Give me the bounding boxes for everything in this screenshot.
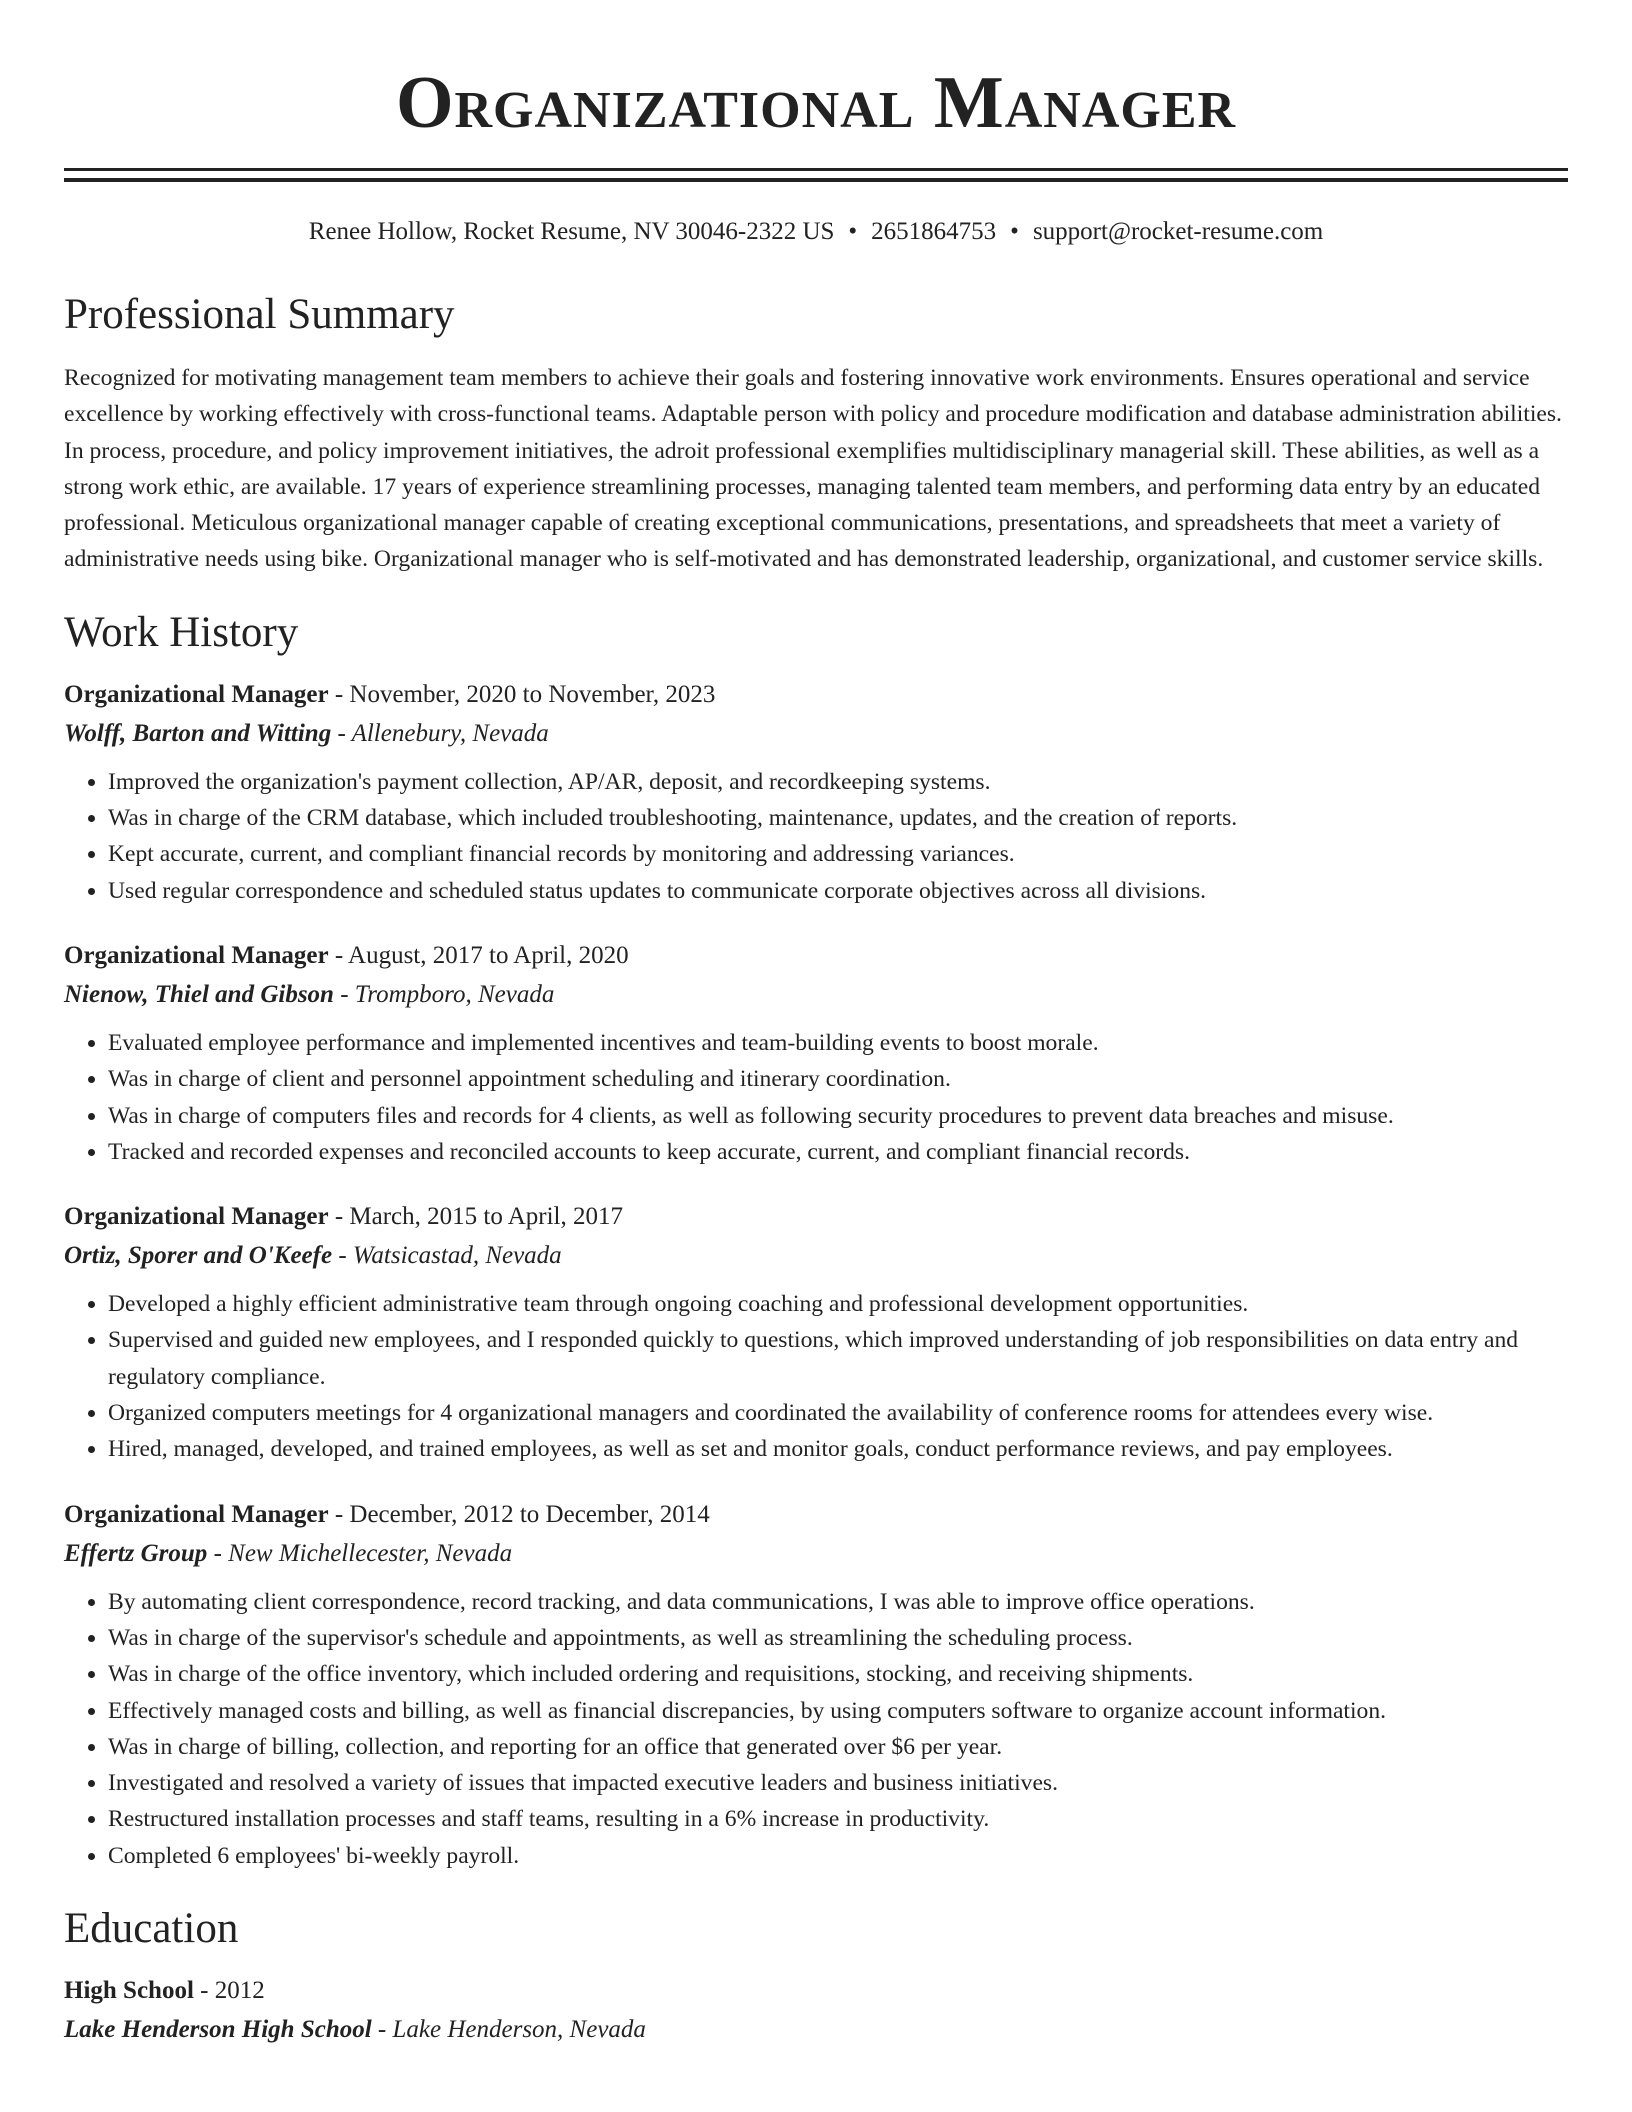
- contact-separator: •: [848, 218, 858, 245]
- summary-heading: Professional Summary: [64, 291, 455, 338]
- education-heading: Education: [64, 1905, 239, 1953]
- job-title: Organizational Manager: [64, 941, 329, 969]
- company-location: Watsicastad, Nevada: [352, 1242, 562, 1270]
- company-name: Nienow, Thiel and Gibson: [64, 980, 334, 1008]
- company-name: Wolff, Barton and Witting: [64, 719, 332, 747]
- title-rule-thin: [64, 168, 1568, 171]
- job-dates: December, 2012 to December, 2014: [349, 1500, 710, 1528]
- job-title-line: Organizational Manager - December, 2012 to December, 2014: [64, 1500, 710, 1528]
- job-bullet: • Organized computers meetings for 4 organizational managers and coordinated the availability of conference rooms for attendees every wise.: [108, 1395, 1568, 1431]
- degree-name: High School: [64, 1977, 194, 2005]
- job-bullet: • Restructured installation processes and staff teams, resulting in a 6% increase in productivity.: [108, 1801, 1568, 1837]
- job-entry: [64, 676, 1568, 909]
- company-name: Ortiz, Sporer and O'Keefe: [64, 1242, 333, 1270]
- resume-title: Organizational Manager: [395, 62, 1237, 144]
- job-bullet: • Developed a highly efficient administrative team through ongoing coaching and professional development opportunities.: [108, 1286, 1568, 1322]
- job-bullet: • Used regular correspondence and scheduled status updates to communicate corporate objectives across all divisions.: [108, 873, 1568, 909]
- resume-page: [64, 0, 1568, 2050]
- degree-line: High School - 2012: [64, 1977, 265, 2005]
- job-entry: [64, 1496, 1568, 1874]
- job-title: Organizational Manager: [64, 1500, 329, 1528]
- job-title-line: Organizational Manager - August, 2017 to April, 2020: [64, 941, 629, 969]
- job-bullet: • Was in charge of the office inventory, which included ordering and requisitions, stocking, and receiving shipments.: [108, 1656, 1568, 1692]
- degree-year: 2012: [214, 1977, 265, 2005]
- education-entry: [64, 1972, 1568, 2050]
- job-bullet: • Was in charge of client and personnel appointment scheduling and itinerary coordination.: [108, 1061, 1568, 1097]
- company-name: Effertz Group: [64, 1539, 208, 1567]
- school-line: Lake Henderson High School - Lake Henderson, Nevada: [64, 2016, 646, 2044]
- company-location: Allenebury, Nevada: [351, 719, 549, 747]
- job-bullet: • Tracked and recorded expenses and reconciled accounts to keep accurate, current, and compliant financial records.: [108, 1134, 1568, 1170]
- job-bullet: • Was in charge of the CRM database, which included troubleshooting, maintenance, updates, and the creation of reports.: [108, 800, 1568, 836]
- job-bullet: • Was in charge of computers files and records for 4 clients, as well as following security procedures to prevent data breaches and misuse.: [108, 1098, 1568, 1134]
- job-title-line: Organizational Manager - March, 2015 to April, 2017: [64, 1203, 623, 1231]
- contact-separator: •: [1010, 218, 1019, 245]
- job-bullets: [64, 1584, 1568, 1874]
- job-bullets: [64, 1025, 1568, 1170]
- job-bullet: • Kept accurate, current, and compliant financial records by monitoring and addressing variances.: [108, 836, 1568, 872]
- school-location: Lake Henderson, Nevada: [392, 2016, 646, 2044]
- contact-address: Renee Hollow, Rocket Resume, NV 30046-2322 US: [308, 218, 835, 245]
- job-title-line: Organizational Manager - November, 2020 to November, 2023: [64, 680, 716, 708]
- job-bullet: • By automating client correspondence, record tracking, and data communications, I was able to improve office operations.: [108, 1584, 1568, 1620]
- contact-phone: 2651864753: [871, 218, 997, 245]
- contact-line: [64, 216, 1568, 248]
- work-history-heading: Work History: [64, 608, 299, 656]
- contact-email: support@rocket-resume.com: [1032, 218, 1324, 245]
- job-dates: August, 2017 to April, 2020: [348, 941, 629, 969]
- job-dates: March, 2015 to April, 2017: [349, 1203, 623, 1231]
- company-line: Nienow, Thiel and Gibson - Trompboro, Nevada: [64, 980, 555, 1008]
- job-bullet: • Improved the organization's payment collection, AP/AR, deposit, and recordkeeping systems.: [108, 764, 1568, 800]
- school-name: Lake Henderson High School: [64, 2016, 372, 2044]
- company-location: New Michellecester, Nevada: [228, 1539, 513, 1567]
- job-bullet: • Was in charge of the supervisor's schedule and appointments, as well as streamlining the scheduling process.: [108, 1620, 1568, 1656]
- job-bullet: • Effectively managed costs and billing, as well as financial discrepancies, by using computers software to organize account information.: [108, 1693, 1568, 1729]
- job-bullet: • Evaluated employee performance and implemented incentives and team-building events to boost morale.: [108, 1025, 1568, 1061]
- job-title: Organizational Manager: [64, 1203, 329, 1231]
- job-bullets: [64, 1286, 1568, 1467]
- job-bullet: • Supervised and guided new employees, and I responded quickly to questions, which improved understanding of job responsibilities on data entry and regulatory compliance.: [108, 1322, 1568, 1395]
- title-rule-thick: [64, 178, 1568, 182]
- company-location: Trompboro, Nevada: [354, 980, 555, 1008]
- job-bullet: • Investigated and resolved a variety of issues that impacted executive leaders and business initiatives.: [108, 1765, 1568, 1801]
- job-title: Organizational Manager: [64, 680, 329, 708]
- job-bullet: • Was in charge of billing, collection, and reporting for an office that generated over $6 per year.: [108, 1729, 1568, 1765]
- job-entry: [64, 1198, 1568, 1467]
- company-line: Wolff, Barton and Witting - Allenebury, Nevada: [64, 719, 549, 747]
- summary-text: Recognized for motivating management team members to achieve their goals and fostering innovative work environments. Ensures operational and service excellence by working effectively with cross-functional teams. Adaptable person with policy and procedure modification and database administration abilities. In process, procedure, and policy improvement initiatives, the adroit professional exemplifies multidisciplinary managerial skill. These abilities, as well as a strong work ethic, are available. 17 years of experience streamlining processes, managing talented team members, and performing data entry by an educated professional. Meticulous organizational manager capable of creating exceptional communications, presentations, and spreadsheets that meet a variety of administrative needs using bike. Organizational manager who is self-motivated and has demonstrated leadership, organizational, and customer service skills.: [64, 365, 1562, 573]
- job-bullet: • Completed 6 employees' bi-weekly payroll.: [108, 1838, 1568, 1874]
- company-line: Ortiz, Sporer and O'Keefe - Watsicastad, Nevada: [64, 1242, 562, 1270]
- job-entry: [64, 937, 1568, 1170]
- job-bullets: [64, 764, 1568, 909]
- job-dates: November, 2020 to November, 2023: [349, 680, 716, 708]
- job-bullet: • Hired, managed, developed, and trained employees, as well as set and monitor goals, conduct performance reviews, and pay employees.: [108, 1431, 1568, 1467]
- company-line: Effertz Group - New Michellecester, Nevada: [64, 1539, 513, 1567]
